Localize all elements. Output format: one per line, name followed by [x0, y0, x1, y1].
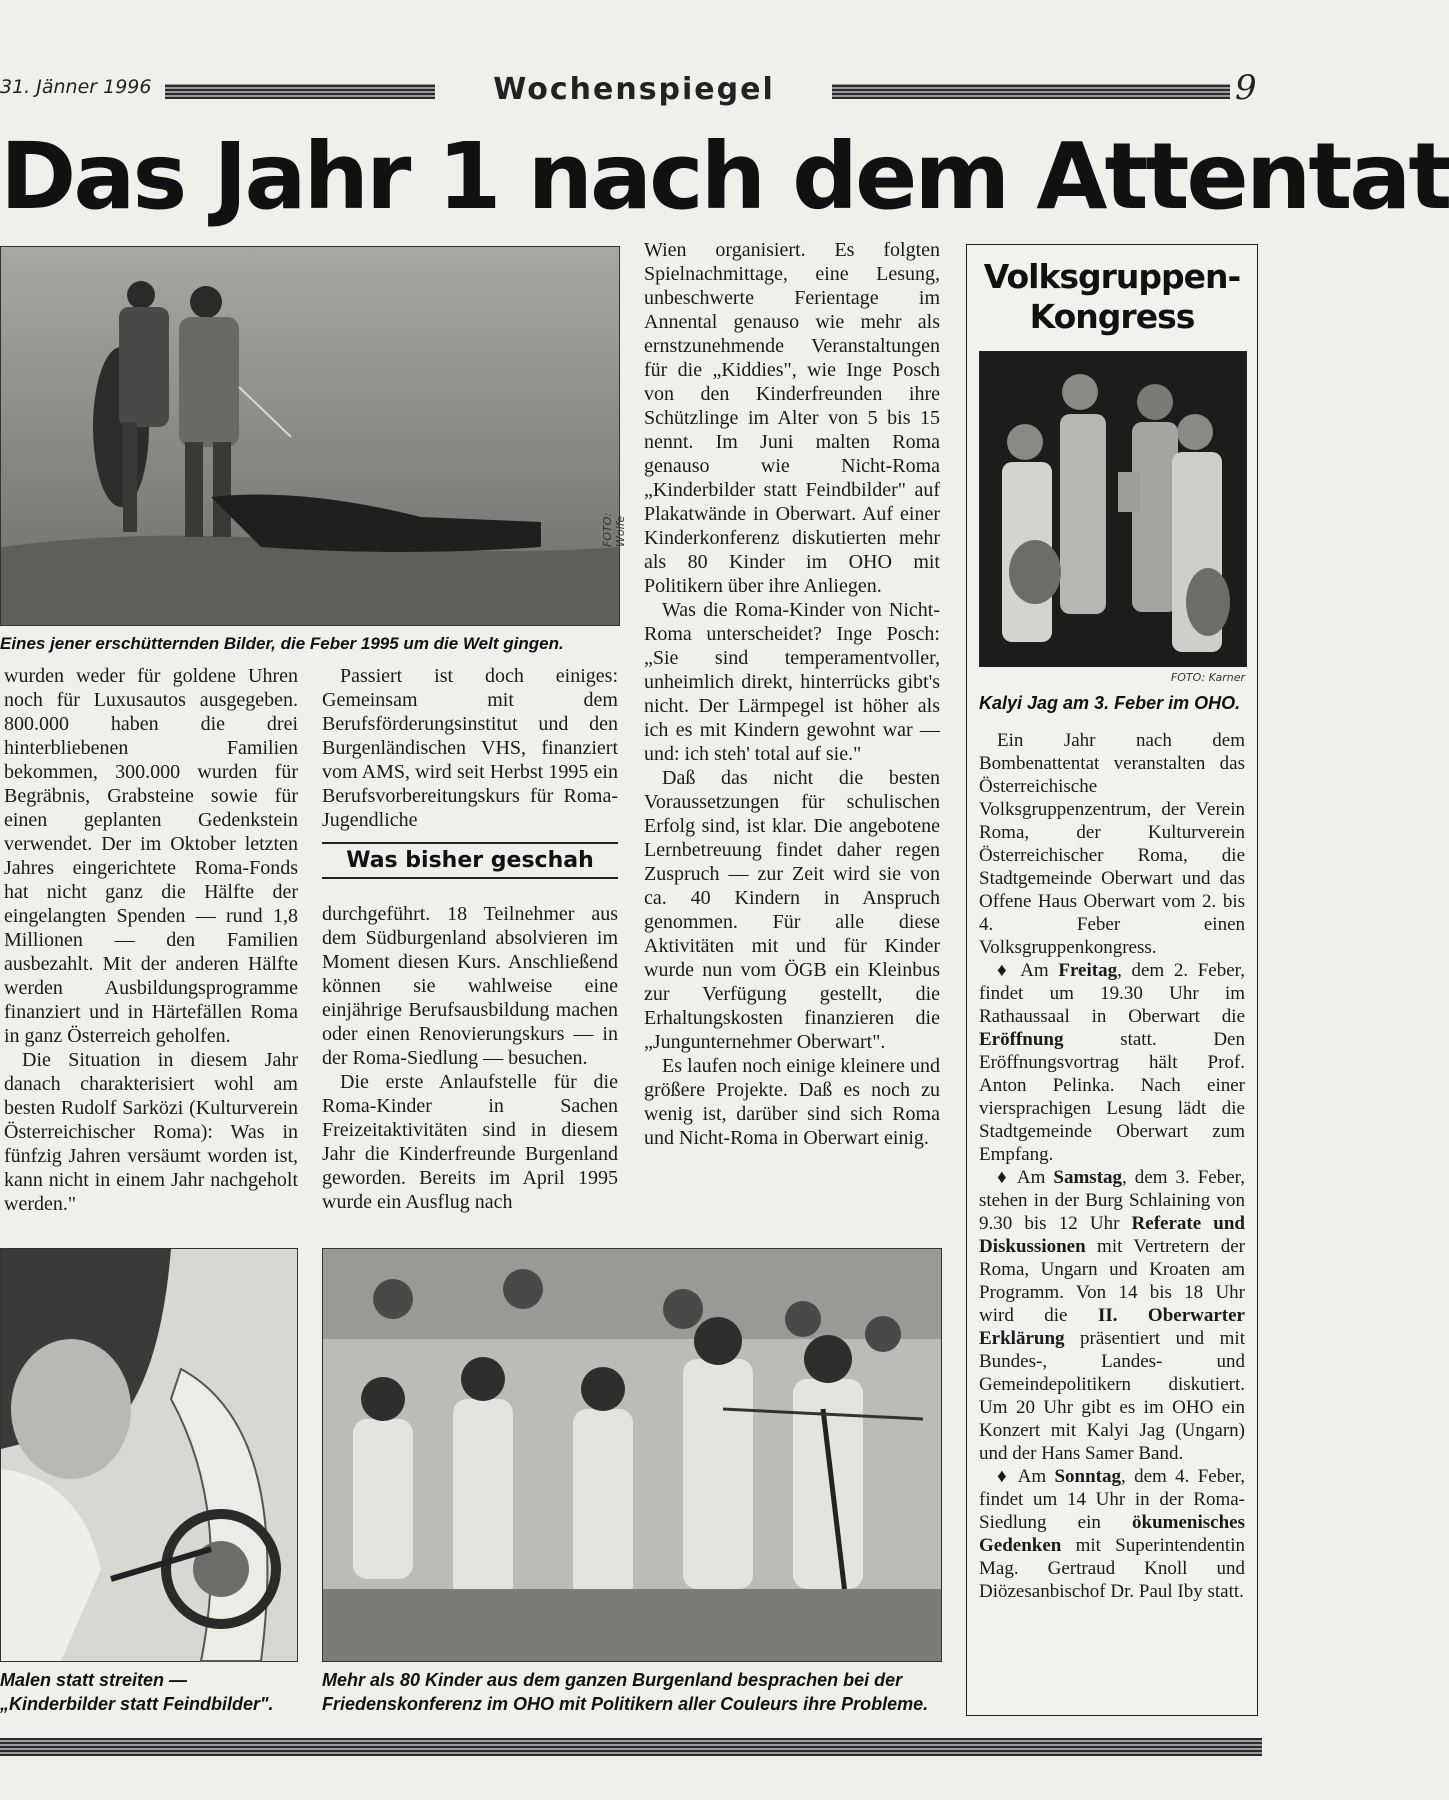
sidebar-photo-caption: Kalyi Jag am 3. Feber im OHO. — [979, 693, 1241, 713]
article-paragraph: Wien organisiert. Es folgten Spielnachmittage, eine Lesung, unbeschwerte Ferientage im Annental genauso wie mehr als ernstzunehmende Veranstaltungen für die „Kiddies", wie Inge Posch von den Kinderfreunden ihre Schützlinge im Alter von 5 bis 15 nennt. Im Juni malten Roma genauso wie Nicht-Roma „Kinderbilder statt Feindbilder" auf Plakatwände in Oberwart. Auf einer Kinderkonferenz diskutierten mehr als 80 Kinder im OHO mit Politikern über ihre Anliegen. — [644, 239, 940, 597]
top-photo — [0, 246, 627, 626]
article-column-1 — [4, 664, 298, 1236]
text-span: , dem 3. Feber, stehen in der Burg Schlaining von 9.30 bis 12 Uhr — [979, 1167, 1245, 1234]
article-column-3 — [644, 238, 940, 1236]
text-span: , dem 4. Feber, findet um 14 Uhr in der Roma-Siedlung ein — [979, 1466, 1245, 1533]
bold-span: Eröffnung — [979, 1029, 1064, 1050]
article-paragraph: Die Situation in diesem Jahr danach charakterisiert wohl am besten Rudolf Sarközi (Kulturverein Österreichischer Roma): Was in fünfzig Jahren versäumt worden ist, kann nicht in einem Jahr nachgeholt werden." — [4, 1049, 298, 1215]
sidebar-saturday — [979, 1166, 1245, 1465]
bold-span: Referate und Diskussionen — [979, 1213, 1245, 1257]
top-photo-caption: Eines jener erschütternden Bilder, die Feber 1995 um die Welt gingen. — [0, 634, 564, 653]
day-label: Freitag — [1058, 960, 1118, 981]
article-paragraph: Es laufen noch einige kleinere und größere Projekte. Daß es noch zu wenig ist, darüber sind sich Roma und Nicht-Roma in Oberwart einig. — [644, 1055, 940, 1149]
header-rule-left — [165, 84, 435, 99]
text-span: , dem 2. Feber, findet um 19.30 Uhr im Rathaussaal in Oberwart die — [979, 960, 1245, 1027]
sidebar-box — [966, 244, 1258, 1716]
day-label: Sonntag — [1054, 1466, 1121, 1487]
sidebar-sunday — [979, 1465, 1245, 1603]
text-span: statt. Den Eröffnungsvortrag hält Prof. Anton Pelinka. Nach einer viersprachigen Lesung lädt die Stadtgemeinde Oberwart zum Empfang. — [979, 1029, 1245, 1165]
text-span: mit Superintendentin Mag. Gertraud Knoll und Diözesanbischof Dr. Paul Iby statt. — [979, 1535, 1245, 1602]
sidebar-friday — [979, 959, 1245, 1166]
page-number: 9 — [1235, 68, 1257, 108]
top-photo-credit: FOTO: Wolfe — [601, 512, 627, 547]
article-column-2-top — [322, 664, 618, 836]
text-span: präsentiert und mit Bundes-, Landes- und Gemeindepolitikern diskutiert. Um 20 Uhr gibt es im OHO ein Konzert mit Kalyi Jag (Ungarn) und der Hans Samer Band. — [979, 1328, 1245, 1464]
article-paragraph: Daß das nicht die besten Voraussetzungen für schulischen Erfolg sind, ist klar. Die angebotene Lernbetreuung findet daher regen Zuspruch — zur Zeit wird sie von ca. 40 Kindern in Anspruch genommen. Für alle diese Aktivitäten mit und für Kinder wurde nun vom ÖGB ein Kleinbus zur Verfügung gestellt, die Erhaltungskosten finanzieren die „Jungunternehmer Oberwart". — [644, 767, 940, 1053]
bottom-left-photo-caption: Malen statt streiten — „Kinderbilder statt Feindbilder". — [0, 1670, 274, 1714]
subhead-was-bisher-geschah: Was bisher geschah — [322, 842, 618, 879]
article-paragraph: Die erste Anlaufstelle für die Roma-Kinder in Sachen Freizeitaktivitäten sind in diesem Jahr die Kinderfreunde Burgenland geworden. Bereits im April 1995 wurde ein Ausflug nach — [322, 1071, 618, 1213]
issue-date: 31. Jänner 1996 — [0, 76, 152, 98]
day-label: Samstag — [1053, 1167, 1123, 1188]
bold-span: ökumenisches Gedenken — [979, 1512, 1245, 1556]
sidebar-title-line-1: Volksgruppen- — [983, 257, 1241, 296]
footer-rule — [0, 1738, 1262, 1756]
sidebar-intro: Ein Jahr nach dem Bombenattentat veranstalten das Österreichische Volksgruppenzentrum, der Verein Roma, der Kulturverein Österreichischer Roma, die Stadtgemeinde Oberwart und das Offene Haus Oberwart vom 2. bis 4. Feber einen Volksgruppenkongress. — [979, 730, 1245, 958]
bold-span: II. Oberwarter Erklärung — [979, 1305, 1245, 1349]
article-paragraph: Was die Roma-Kinder von Nicht-Roma unterscheidet? Inge Posch: „Sie sind temperamentvoller, unheimlich direkt, hinterrücks gibt's nicht. Der Lärmpegel ist höher als ich es mit Kindern gewohnt war — und: ich steh' total auf sie." — [644, 599, 940, 765]
sidebar-text — [979, 729, 1245, 1709]
bottom-center-photo-caption: Mehr als 80 Kinder aus dem ganzen Burgenland besprachen bei der Friedenskonferenz im OHO mit Politikern aller Couleurs ihre Probleme. — [322, 1670, 929, 1714]
article-paragraph: Passiert ist doch einiges: Gemeinsam mit dem Berufsförderungsinstitut und den Burgenländischen VHS, finanziert vom AMS, wird seit Herbst 1995 ein Berufsvorbereitungskurs für Roma-Jugendliche — [322, 665, 618, 831]
bottom-left-photo — [0, 1248, 298, 1662]
section-masthead: Wochenspiegel — [493, 72, 775, 107]
article-column-2-bottom — [322, 902, 618, 1236]
bottom-center-photo — [322, 1248, 942, 1662]
sidebar-title-line-2: Kongress — [1029, 297, 1195, 336]
bullet-prefix: ♦ Am — [997, 960, 1059, 981]
bullet-prefix: ♦ Am — [997, 1466, 1055, 1487]
article-paragraph: wurden weder für goldene Uhren noch für Luxusautos ausgegeben. 800.000 haben die drei hinterbliebenen Familien bekommen, 300.000 wurden für Begräbnis, Grabsteine sowie für einen geplanten Gedenkstein verwendet. Der im Oktober letzten Jahres eingerichtete Roma-Fonds hat nicht ganz die Hälfte der eingelangten Spenden — rund 1,8 Millionen — den Familien ausbezahlt. Mit der anderen Hälfte werden Ausbildungsprogramme finanziert und in Härtefällen Roma in ganz Österreich geholfen. — [4, 665, 298, 1047]
sidebar-photo-credit: FOTO: Karner — [1170, 671, 1245, 684]
text-span: mit Vertretern der Roma, Ungarn und Kroaten am Programm. Von 14 bis 18 Uhr wird die — [979, 1236, 1245, 1326]
bullet-prefix: ♦ Am — [997, 1167, 1054, 1188]
headline: Das Jahr 1 nach dem Attentat — [0, 123, 1449, 230]
article-paragraph: durchgeführt. 18 Teilnehmer aus dem Südburgenland absolvieren im Moment diesen Kurs. Anschließend können sie wahlweise eine einjährige Berufsausbildung machen oder einen Renovierungskurs — in der Roma-Siedlung — besuchen. — [322, 903, 618, 1069]
sidebar-band-photo — [979, 351, 1247, 667]
header-rule-right — [832, 84, 1230, 99]
